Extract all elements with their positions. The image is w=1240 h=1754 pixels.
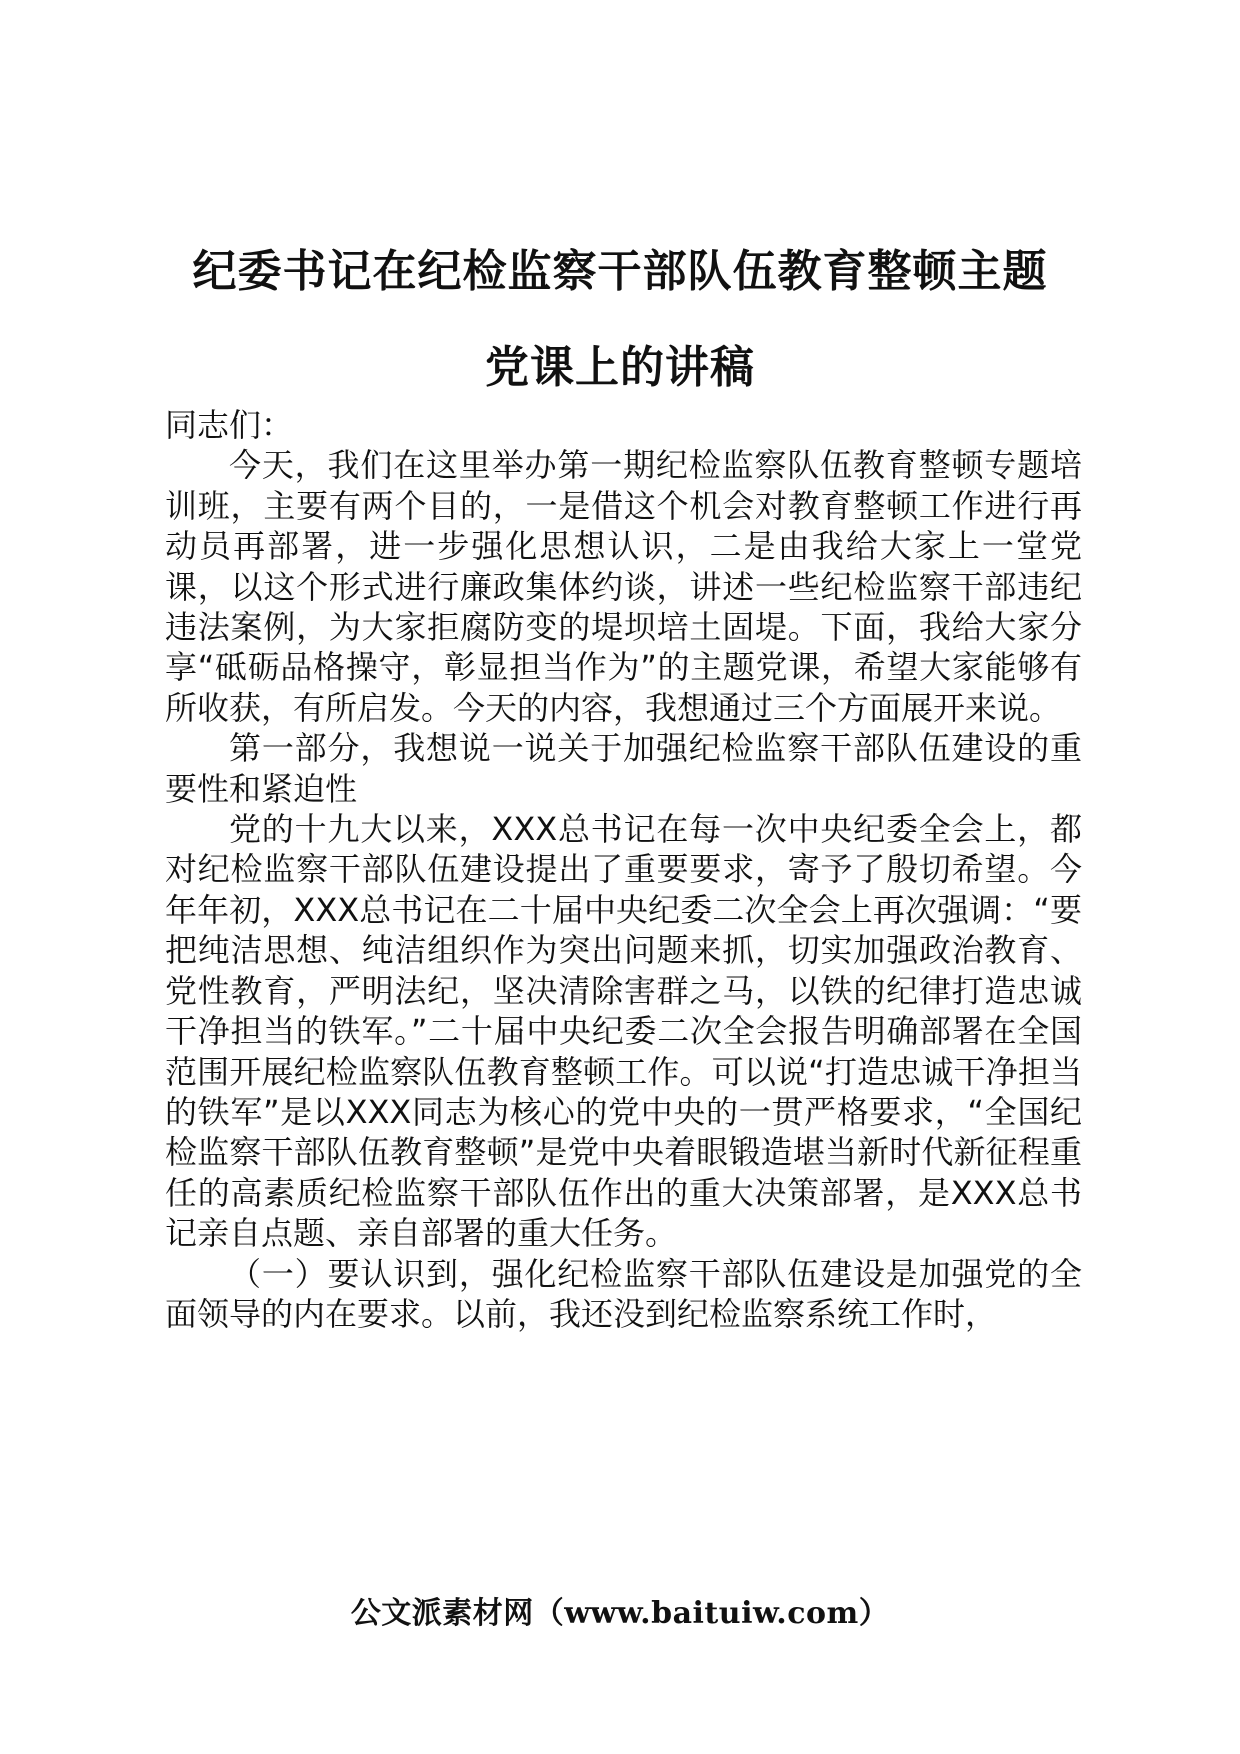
paragraph-part-one-heading: 第一部分，我想说一说关于加强纪检监察干部队伍建设的重要性和紧迫性 <box>165 729 1082 808</box>
footer-watermark: 公文派素材网（www.baituiw.com） <box>350 1596 890 1631</box>
paragraph-intro: 今天，我们在这里举办第一期纪检监察队伍教育整顿专题培训班，主要有两个目的，一是借这个机会对教育整顿工作进行再动员再部署，进一步强化思想认识，二是由我给大家上一堂党课，以这个形式进行廉政集体约谈，讲述一些纪检监察干部违纪违法案例，为大家拒腐防变的堤坝培土固堤。下面，我给大家分享“砥砺品格操守，彰显担当作为”的主题党课，希望大家能够有所收获，有所启发。今天的内容，我想通过三个方面展开来说。 <box>165 446 1082 727</box>
document-title-line-1: 纪委书记在纪检监察干部队伍教育整顿主题 <box>192 246 1048 297</box>
document-title-line-2: 党课上的讲稿 <box>485 342 755 393</box>
salutation: 同志们： <box>165 406 294 444</box>
document-body <box>165 405 1082 1334</box>
paragraph-point-one: （一）要认识到，强化纪检监察干部队伍建设是加强党的全面领导的内在要求。以前，我还没到纪检监察系统工作时， <box>165 1254 1082 1333</box>
paragraph-background: 党的十九大以来，XXX总书记在每一次中央纪委全会上，都对纪检监察干部队伍建设提出了重要要求，寄予了殷切希望。今年年初，XXX总书记在二十届中央纪委二次全会上再次强调：“要把纯洁思想、纯洁组织作为突出问题来抓，切实加强政治教育、党性教育，严明法纪，坚决清除害群之马，以铁的纪律打造忠诚干净担当的铁军。”二十届中央纪委二次全会报告明确部署在全国范围开展纪检监察队伍教育整顿工作。可以说“打造忠诚干净担当的铁军”是以XXX同志为核心的党中央的一贯严格要求，“全国纪检监察干部队伍教育整顿”是党中央着眼锻造堪当新时代新征程重任的高素质纪检监察干部队伍作出的重大决策部署，是XXX总书记亲自点题、亲自部署的重大任务。 <box>165 810 1082 1253</box>
